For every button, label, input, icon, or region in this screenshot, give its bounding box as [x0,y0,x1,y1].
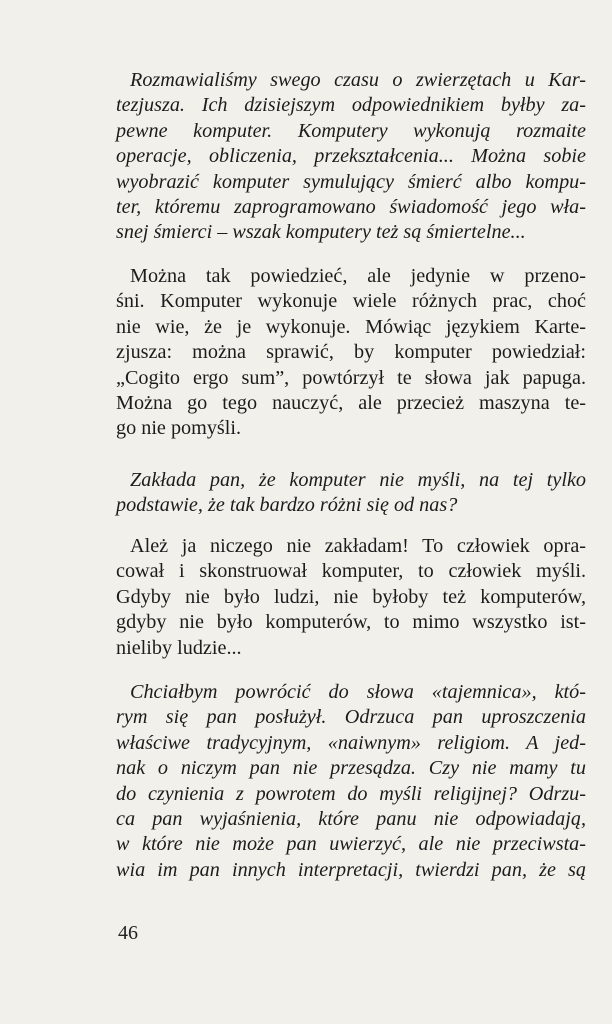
text-line: cował i skonstruował komputer, to człowiek myśli. [116,560,586,583]
text-line: snej śmierci – wszak komputery też są śmiertelne... [116,221,526,244]
text-line: ter, któremu zaprogramowano świadomość jego wła- [116,196,586,219]
text-line: Można go tego nauczyć, ale przecież maszyna te- [116,392,586,415]
text-line: nak o niczym pan nie przesądza. Czy nie mamy tu [116,757,586,780]
question-paragraph-3 [116,680,586,883]
page-number: 46 [118,922,138,944]
text-line: Gdyby nie było ludzi, nie byłoby też komputerów, [116,585,586,608]
text-line: gdyby nie było komputerów, to mimo wszystko ist- [116,611,586,634]
question-paragraph-2 [116,468,586,519]
text-line: tezjusza. Ich dzisiejszym odpowiednikiem byłby za- [116,94,586,117]
text-line: go nie pomyśli. [116,417,242,440]
text-line: Można tak powiedzieć, ale jedynie w przeno- [130,265,586,287]
text-line: operacje, obliczenia, przekształcenia... Można sobie [116,145,586,168]
text-line: „Cogito ergo sum”, powtórzył te słowa jak papuga. [116,366,586,389]
text-line: Rozmawialiśmy swego czasu o zwierzętach u Kar- [130,69,586,91]
answer-paragraph-1 [116,264,586,442]
text-line: Chciałbym powrócić do słowa «tajemnica», któ- [130,681,586,703]
text-line: nieliby ludzie... [116,636,242,659]
text-line: podstawie, że tak bardzo różni się od nas? [116,494,458,517]
text-line: rym się pan posłużył. Odrzuca pan uproszczenia [116,706,586,729]
text-line: zjusza: można sprawić, by komputer powiedział: [116,341,586,364]
question-paragraph-1 [116,68,586,246]
text-line: wia im pan innych interpretacji, twierdzi pan, że są [116,858,586,881]
text-line: pewne komputer. Komputery wykonują rozmaite [116,119,586,142]
text-line: do czynienia z powrotem do myśli religijnej? Odrzu- [116,782,586,805]
text-line: ca pan wyjaśnienia, które panu nie odpowiadają, [116,808,586,831]
text-line: nie wie, że je wykonuje. Mówiąc językiem Karte- [116,315,586,338]
text-line: właściwe tradycyjnym, «naiwnym» religiom. A jed- [116,731,586,754]
text-line: śni. Komputer wykonuje wiele różnych prac, choć [116,290,586,313]
text-line: Zakłada pan, że komputer nie myśli, na tej tylko [130,469,586,491]
answer-paragraph-2 [116,534,586,661]
text-line: wyobrazić komputer symulujący śmierć albo kompu- [116,170,586,193]
text-line: w które nie może pan uwierzyć, ale nie przeciwsta- [116,833,586,856]
text-line: Ależ ja niczego nie zakładam! To człowiek opra- [130,535,586,557]
